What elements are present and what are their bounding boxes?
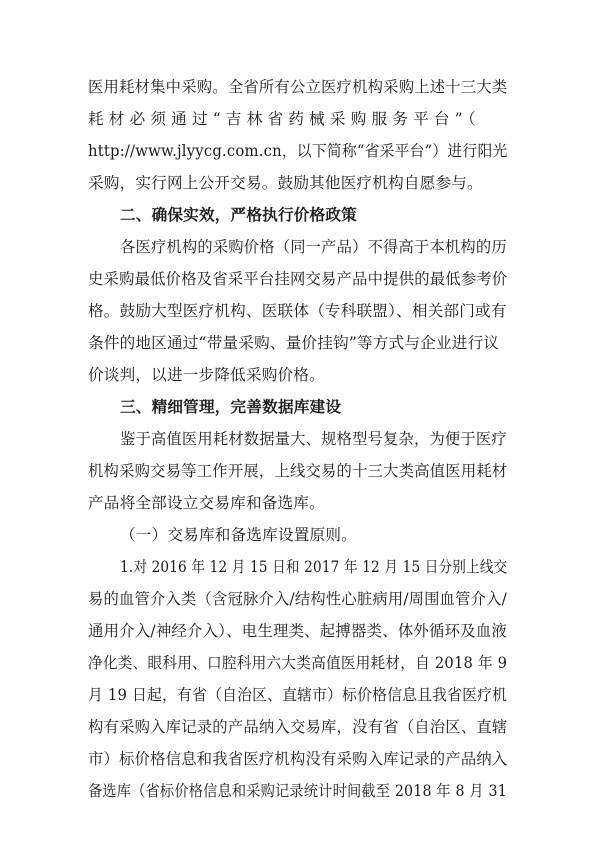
body-line-14: 产品将全部设立交易库和备选库。 bbox=[88, 494, 325, 512]
section-heading-3: 三、精细管理，完善数据库建设 bbox=[120, 398, 342, 416]
body-line-16: 1.对 2016 年 12 月 15 日和 2017 年 12 月 15 日分别上线交 bbox=[120, 558, 508, 576]
body-line-23: 备选库（省标价格信息和采购记录统计时间截至 2018 年 8 月 31 bbox=[88, 782, 507, 800]
body-line-21: 构有采购入库记录的产品纳入交易库，没有省（自治区、直辖 bbox=[88, 718, 508, 736]
body-line-8: 格。鼓励大型医疗机构、医联体（专科联盟）、相关部门或有 bbox=[88, 302, 507, 320]
body-line-7: 史采购最低价格及省采平台挂网交易产品中提供的最低参考价 bbox=[88, 270, 508, 288]
body-line-3: http://www.jlyycg.com.cn，以下简称“省采平台”）进行阳光 bbox=[88, 142, 508, 160]
subsection-heading-1: （一）交易库和备选库设置原则。 bbox=[120, 526, 357, 544]
body-line-18: 通用介入/神经介入）、电生理类、起搏器类、体外循环及血液 bbox=[88, 622, 508, 640]
body-line-6: 各医疗机构的采购价格（同一产品）不得高于本机构的历 bbox=[120, 238, 507, 256]
body-line-20: 月 19 日起，有省（自治区、直辖市）标价格信息且我省医疗机 bbox=[88, 686, 508, 704]
body-line-4: 采购，实行网上公开交易。鼓励其他医疗机构自愿参与。 bbox=[88, 174, 483, 192]
body-line-1: 医用耗材集中采购。全省所有公立医疗机构采购上述十三大类 bbox=[88, 78, 508, 96]
section-heading-2: 二、确保实效，严格执行价格政策 bbox=[120, 206, 357, 224]
body-line-22: 市）标价格信息和我省医疗机构没有采购入库记录的产品纳入 bbox=[88, 750, 508, 768]
body-line-10: 价谈判，以进一步降低采购价格。 bbox=[88, 366, 325, 384]
body-line-17: 易的血管介入类（含冠脉介入/结构性心脏病用/周围血管介入/ bbox=[88, 590, 508, 608]
body-line-2: 耗材必须通过“吉林省药械采购服务平台”（ bbox=[88, 110, 481, 128]
body-line-19: 净化类、眼科用、口腔科用六大类高值医用耗材，自 2018 年 9 bbox=[88, 654, 508, 672]
body-line-13: 机构采购交易等工作开展，上线交易的十三大类高值医用耗材 bbox=[88, 462, 508, 480]
body-line-9: 条件的地区通过“带量采购、量价挂钩”等方式与企业进行议 bbox=[88, 334, 500, 352]
body-line-12: 鉴于高值医用耗材数据量大、规格型号复杂，为便于医疗 bbox=[120, 430, 507, 448]
